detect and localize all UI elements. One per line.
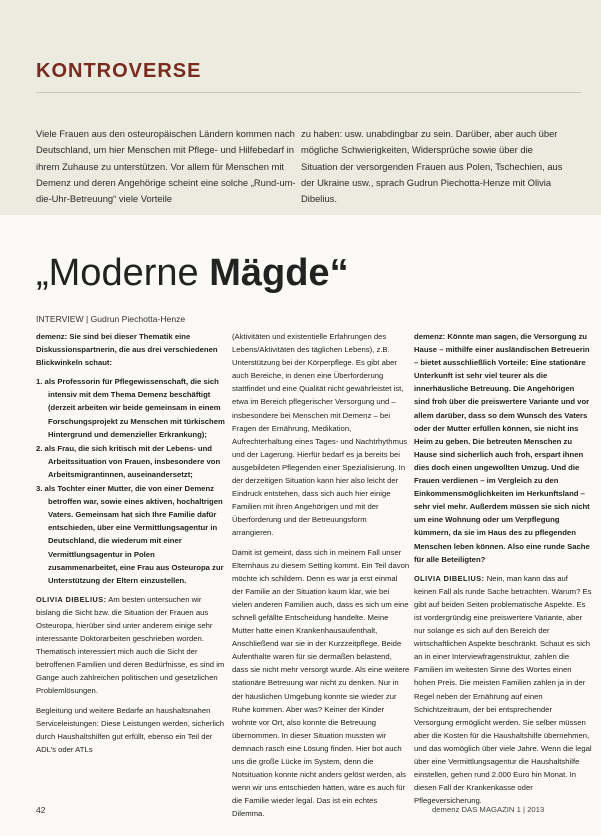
magazine-footer: demenz DAS MAGAZIN 1 | 2013 [432,805,545,814]
article-column-2 [232,330,410,826]
headline-open: „Moderne [36,252,210,294]
kicker-divider [36,92,581,93]
answer-text: Am besten untersuchen wir bislang die Sicht bzw. die Situation der Frauen aus Osteuropa, hierüber sind unter anderem einige sehr interessante Doktorarbeiten geschrieben worden. Thematisch interessiert mich auch die Sicht der betroffenen Familien und deren Bedürfnisse, es sind im Gange auch zahlreichen politischen und gesetzlichen Problemlösungen. [36,594,225,696]
speaker-label: OLIVIA DIBELIUS: [414,573,485,583]
intro-text-left: Viele Frauen aus den osteuropäischen Ländern kommen nach Deutschland, um hier Menschen mit Pflege- und Hilfebedarf in ihrem Zuhause zu unterstützen. Vor allem für Menschen mit Demenz und deren Angehörige scheint eine solche „Rund-um-die-Uhr-Betreuung“ viele Vorteile [36,128,296,205]
answer-paragraph: Begleitung und weitere Bedarfe an haushaltsnahen Serviceleistungen: Diese Leistungen werden, sicherlich durch Haushaltshilfen gut erfüllt, ebenso ein Teil der ADL’s oder ATLs [36,705,225,754]
intro-text-right: zu haben: usw. unabdingbar zu sein. Darüber, aber auch über mögliche Schwierigkeiten, Widersprüche sowie über die Situation der versorgenden Frauen aus Polen, Tschechien, aus der Ukraine usw., sprach Gudrun Piechotta-Henze mit Olivia Dibelius. [301,128,563,205]
interview-question: demenz: Könnte man sagen, die Versorgung zu Hause – mithilfe einer ausländischen Betreuerin – bietet ausschließlich Vorteile: Eine stationäre Unterkunft ist sehr viel teurer als die innerhäusliche Betreuung. Die Angehörigen sind froh über die preiswertere Variante und vor allem darüber, dass so dem Wunsch des Vaters oder der Mutter erfüllen können, sie nicht ins Heim zu geben. Die betreuten Menschen zu Hause sind sicherlich auch froh, erspart ihnen dies doch einen ungewollten Umzug. Und die Frauen verdienen – im Vergleich zu den Einkommensmöglichkeiten im Herkunftsland – sehr viel mehr. Außerdem müssen sie sich nicht um eine Wohnung oder um Verpflegung kümmern, da sie im Haus des zu pflegenden Menschen leben können. Also eine runde Sache für alle Beteiligten? [414,332,590,564]
question-list [36,375,226,587]
answer-paragraph [414,572,592,808]
byline: INTERVIEW | Gudrun Piechotta-Henze [36,314,186,324]
page-number: 42 [36,805,46,815]
question-list-item: 1. als Professorin für Pflegewissenschaft, die sich intensiv mit dem Thema Demenz beschäftigt (derzeit arbeiten wir beide gemeinsam in einem Forschungsprojekt zu Menschen mit türkischem Hintergrund und demenzieller Erkrankung); [36,377,225,439]
answer-paragraph: (Aktivitäten und existentielle Erfahrungen des Lebens/Aktivitäten des täglichen Lebens), z.B. Unterstützung bei der Körperpflege. Es gibt aber auch Bereiche, in denen eine Überforderung stattfindet und eine Qualität nicht gewährleistet ist, etwa im Bereich pflegerischer Versorgung und – insbesondere bei Menschen mit Demenz – bei Fragen der Ernährung, Medikation, Aufrechterhaltung eines Tages- und Nachtrhythmus und der Lagerung. Hierfür bedarf es ja bereits bei ausgebildeten Pflegenden einer Spezialisierung. In der derzeitigen Situation kann hier also leicht der Eindruck entstehen, dass sich auch hier einige Familien mit ihren Angehörigen und mit der Überforderung und der Betreuungsform arrangieren. [232,332,408,538]
article-headline [36,250,349,296]
question-list-item: 2. als Frau, die sich kritisch mit der Lebens- und Arbeitssituation von Frauen, insbesondere von Arbeitsmigrantinnen, auseinandersetzt; [36,443,221,479]
article-column-1 [36,330,226,762]
interview-question: demenz: Sie sind bei dieser Thematik eine Diskussionspartnerin, die aus drei verschiedenen Blickwinkeln schaut: [36,332,218,368]
intro-band [0,0,601,215]
question-list-item: 3. als Tochter einer Mutter, die von einer Demenz betroffen war, sowie eines aktiven, hochaltrigen Vaters. Gemeinsam hat sich Ihre Familie dafür entschieden, über eine Vermittlungsagentur in Deutschland, die wiederum mit einer Vermittlungsagentur in Polen zusammenarbeitet, eine Frau aus Osteuropa zur Unterstützung der Eltern einzustellen. [36,484,224,585]
speaker-label: OLIVIA DIBELIUS: [36,594,107,604]
section-kicker: KONTROVERSE [36,60,202,82]
headline-bold: Mägde [209,252,330,294]
article-column-3 [414,330,592,813]
headline-close: “ [329,252,349,294]
answer-text: Nein, man kann das auf keinen Fall als runde Sache betrachten. Warum? Es gibt auf beiden Seiten problematische Aspekte. Es ist vordergründig eine preiswertere Variante, aber nur solange es sich auf den Bereich der wirtschaftlichen Aspekte beschränkt. Schaut es sich an in einer Interviewfragenstruktur, zahlen die Familien im weitesten Sinne des Wortes einen hohen Preis. Die meisten Familien zahlen ja in der Regel neben der Ernährung auf einen Schichtzeitraum, der bei entsprechender Versorgung ermöglicht werden. Sie selber müssen aber die Kosten für die Haushaltshilfe übernehmen, und das womöglich über viele Jahre. Wenn die legal über eine Vermittlungsagentur die Haushaltshilfe einstellen, gehen rund 2.000 Euro hin Monat. In diesen Fall der Krankenkasse oder Pflegeversicherung. [414,573,592,806]
answer-paragraph [36,593,226,698]
answer-paragraph: Damit ist gemeint, dass sich in meinem Fall unser Elternhaus zu diesem Setting kommt. Ein Teil davon möchte ich schildern. Denn es war ja erst einmal der Familie an der Situation kaum klar, wie bei vielen anderen Familien auch, dass es sich um eine schnell gefällte Entscheidung handelte. Meine Mutter hatte einen Krankenhausaufenthalt, Anschließend war sie in der Kurzzeitpflege. Beide Aufenthalte waren für sie dermaßen belastend, dass sie nicht mehr versorgt wurde. Als eine weitere stationäre Betreuung war nicht zu denken. Nur in der häuslichen Umgebung konnte sie wieder zur Ruhe kommen. Aber was? Keiner der Kinder wohnte vor Ort, also konnte die Betreuung übernommen. In dieser Situation mussten wir demnach rasch eine Lösung finden. Hier bot auch uns die große Lücke im System, denn die Notsituation konnte nicht anders gelöst werden, als wenn wir uns entschieden hätten, wäre es auch für die Familie wieder legal. Das ist ein echtes Dilemma. [232,547,410,819]
